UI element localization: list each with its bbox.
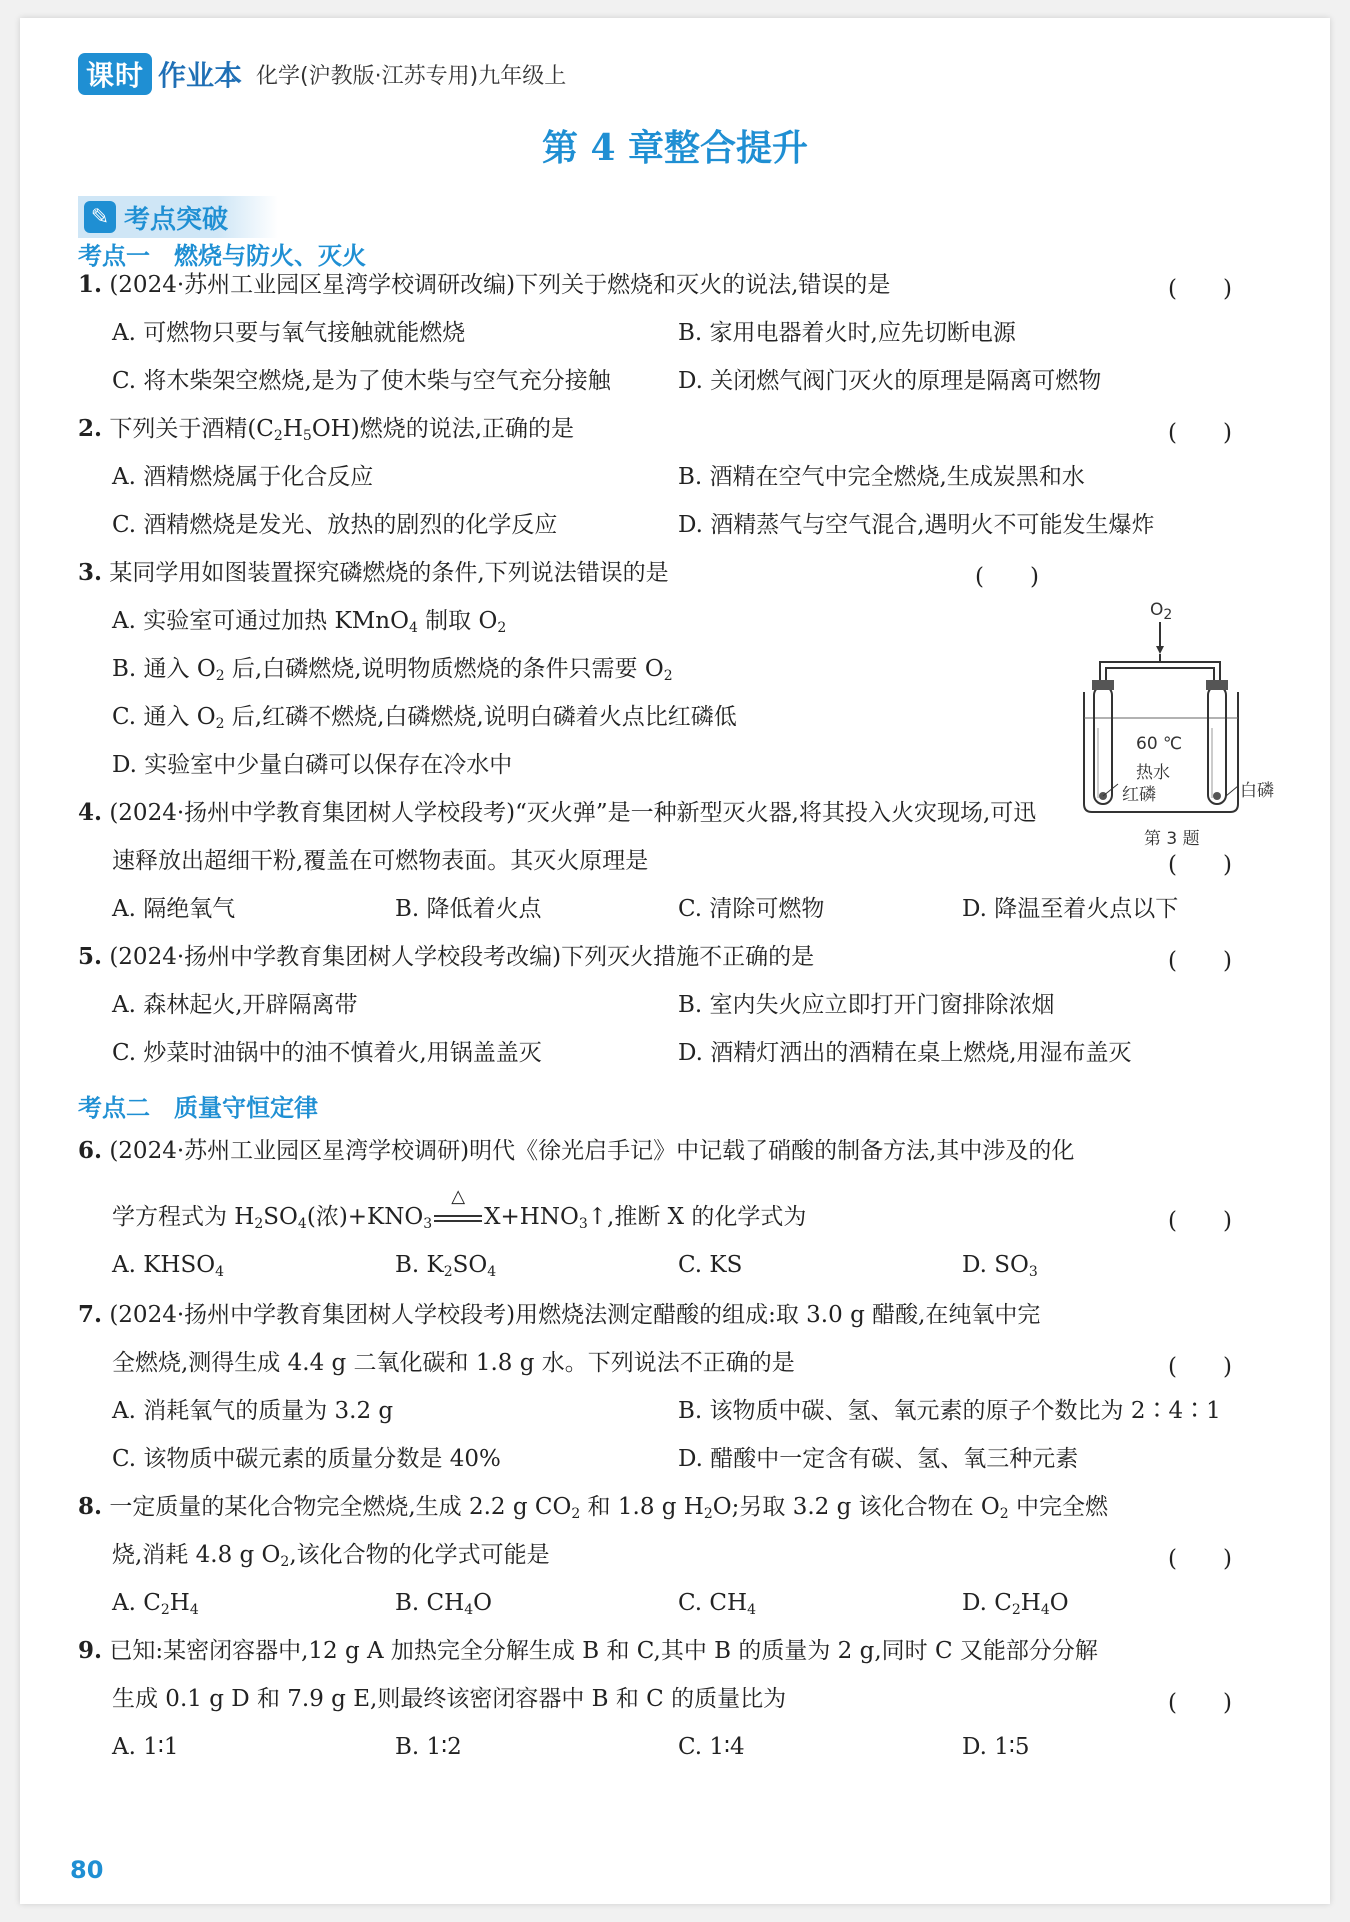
- q8-number: 8.: [78, 1493, 103, 1520]
- q6-d-sub: 3: [1028, 1264, 1038, 1280]
- q8-d-3: O: [1049, 1590, 1069, 1616]
- q8-s-b: 和 1.8 g H: [580, 1494, 704, 1520]
- q4-option-b: B. 降低着火点: [395, 896, 542, 922]
- q4-option-c: C. 清除可燃物: [678, 896, 825, 922]
- q6-a-sub: 4: [215, 1264, 225, 1280]
- q8-a-2: H: [169, 1590, 190, 1616]
- q2-sub1: 2: [273, 428, 283, 444]
- kp1-title: 燃烧与防火、灭火: [174, 242, 366, 270]
- q5-number: 5.: [78, 943, 103, 970]
- q6-stem1: (2024·苏州工业园区星湾学校调研)明代《徐光启手记》中记载了硝酸的制备方法,其中涉及的化: [109, 1138, 1075, 1164]
- q8-s2-b: ,该化合物的化学式可能是: [289, 1542, 550, 1568]
- q2-option-c: C. 酒精燃烧是发光、放热的剧烈的化学反应: [112, 512, 558, 538]
- q3-b-2: 后,白磷燃烧,说明物质燃烧的条件只需要 O: [224, 656, 664, 682]
- q6-heat-symbol: △: [451, 1186, 466, 1207]
- q3-a-sub: 4: [408, 620, 418, 636]
- q8-stem-line2: [112, 1540, 550, 1577]
- q2-stem-b: H: [282, 416, 303, 442]
- q3-a-sub2: 2: [497, 620, 507, 636]
- q6-eq-e: ↑,推断 X 的化学式为: [587, 1204, 807, 1230]
- q8-s-s1: 2: [571, 1506, 581, 1522]
- fig-white-phosphorus-label: 白磷: [1240, 781, 1274, 801]
- q3-b-sub2: 2: [663, 668, 673, 684]
- q6-eq-c: (浓)+KNO: [306, 1204, 424, 1230]
- kp2-label: 考点二: [78, 1094, 150, 1122]
- q3-stem: [78, 558, 669, 588]
- q4-option-d: D. 降温至着火点以下: [962, 896, 1179, 922]
- q6-b-s1: 2: [443, 1264, 453, 1280]
- q4-option-a: A. 隔绝氧气: [112, 896, 236, 922]
- q6-eq-s3: 3: [423, 1216, 433, 1232]
- q4-number: 4.: [78, 799, 103, 826]
- q6-a: A. KHSO: [112, 1252, 216, 1278]
- q8-stem-line1: [78, 1492, 1108, 1529]
- page-number: 80: [70, 1856, 104, 1884]
- fig-water-label: 热水: [1136, 763, 1170, 783]
- q1-stem-text: (2024·苏州工业园区星湾学校调研改编)下列关于燃烧和灭火的说法,错误的是: [109, 272, 891, 298]
- q9-stem-line1: [78, 1636, 1098, 1666]
- q1-number: 1.: [78, 271, 103, 298]
- q8-s-a: 一定质量的某化合物完全燃烧,生成 2.2 g CO: [109, 1494, 572, 1520]
- q6-b-2: SO: [452, 1252, 488, 1278]
- fig-red-phosphorus-label: 红磷: [1122, 785, 1156, 805]
- q1-option-a: A. 可燃物只要与氧气接触就能燃烧: [112, 320, 466, 346]
- q1-option-c: C. 将木柴架空燃烧,是为了使木柴与空气充分接触: [112, 368, 611, 394]
- q6-eq-s1: 2: [254, 1216, 264, 1232]
- q8-option-a: [112, 1588, 199, 1625]
- q5-stem: [78, 942, 814, 972]
- q6-b-1: B. K: [395, 1252, 444, 1278]
- q9-answer-blank[interactable]: ( ): [1168, 1690, 1232, 1716]
- q6-equation: [112, 1186, 807, 1239]
- q8-s2-a: 烧,消耗 4.8 g O: [112, 1542, 281, 1568]
- q6-eq-s4: 3: [578, 1216, 588, 1232]
- subject-label: 化学(沪教版·江苏专用)九年级上: [256, 63, 567, 89]
- fig-caption: 第 3 题: [1144, 829, 1200, 849]
- logo-text: 作业本: [158, 59, 243, 92]
- kp2-title: 质量守恒定律: [174, 1094, 318, 1122]
- q1-stem: [78, 270, 890, 300]
- q3-option-d: D. 实验室中少量白磷可以保存在冷水中: [112, 752, 513, 778]
- logo-box: 课时: [78, 53, 152, 95]
- q8-option-b: [395, 1588, 492, 1625]
- q2-option-b: B. 酒精在空气中完全燃烧,生成炭黑和水: [678, 464, 1085, 490]
- q1-answer-blank[interactable]: ( ): [1168, 276, 1232, 302]
- q2-number: 2.: [78, 415, 103, 442]
- q7-answer-blank[interactable]: ( ): [1168, 1354, 1232, 1380]
- q8-b-s: 4: [464, 1602, 474, 1618]
- q5-option-c: C. 炒菜时油锅中的油不慎着火,用锅盖盖灭: [112, 1040, 542, 1066]
- q6-answer-blank[interactable]: ( ): [1168, 1208, 1232, 1234]
- section-banner-label: 考点突破: [124, 204, 229, 235]
- q6-b-s2: 4: [487, 1264, 497, 1280]
- q1-option-b: B. 家用电器着火时,应先切断电源: [678, 320, 1016, 346]
- q6-option-d: [962, 1250, 1038, 1287]
- q3-b-sub: 2: [215, 668, 225, 684]
- q5-option-b: B. 室内失火应立即打开门窗排除浓烟: [678, 992, 1055, 1018]
- q7-option-c: C. 该物质中碳元素的质量分数是 40%: [112, 1446, 501, 1472]
- q7-stem-line2: 全燃烧,测得生成 4.4 g 二氧化碳和 1.8 g 水。下列说法不正确的是: [112, 1350, 795, 1376]
- q9-option-a: A. 1∶1: [112, 1734, 179, 1760]
- q3-c-sub: 2: [215, 716, 225, 732]
- q9-option-c: C. 1∶4: [678, 1734, 745, 1760]
- q9-option-b: B. 1∶2: [395, 1734, 462, 1760]
- q3-option-b: [112, 654, 673, 691]
- q7-option-b: B. 该物质中碳、氢、氧元素的原子个数比为 2∶4∶1: [678, 1398, 1221, 1424]
- fig-temp-label: 60 ℃: [1136, 734, 1183, 754]
- q6-number: 6.: [78, 1137, 103, 1164]
- q8-s2-s: 2: [280, 1554, 290, 1570]
- header: [78, 52, 566, 96]
- q4-answer-blank[interactable]: ( ): [1168, 852, 1232, 878]
- q8-d-s2: 4: [1040, 1602, 1050, 1618]
- q2-stem: [78, 414, 574, 451]
- q8-option-c: [678, 1588, 756, 1625]
- q6-stem-line1: [78, 1136, 1074, 1166]
- q9-stem-line2: 生成 0.1 g D 和 7.9 g E,则最终该密闭容器中 B 和 C 的质量比为: [112, 1686, 787, 1712]
- q6-eq-b: SO: [263, 1204, 298, 1230]
- q9-stem1: 已知:某密闭容器中,12 g A 加热完全分解生成 B 和 C,其中 B 的质量为 2 g,同时 C 又能部分分解: [109, 1638, 1098, 1664]
- q4-stem-line1: [78, 798, 1036, 828]
- q7-option-a: A. 消耗氧气的质量为 3.2 g: [112, 1398, 394, 1424]
- q4-stem-line2: 速释放出超细干粉,覆盖在可燃物表面。其灭火原理是: [112, 848, 649, 874]
- kp1-label: 考点一: [78, 242, 150, 270]
- q8-b-2: O: [473, 1590, 492, 1616]
- q8-b-1: B. CH: [395, 1590, 465, 1616]
- q3-option-a: [112, 606, 506, 643]
- q2-sub2: 5: [302, 428, 312, 444]
- fig-o2-sub: 2: [1163, 607, 1173, 623]
- q3-number: 3.: [78, 559, 103, 586]
- q2-answer-blank[interactable]: ( ): [1168, 420, 1232, 446]
- pencil-icon: ✎: [84, 201, 116, 233]
- q2-stem-c: OH)燃烧的说法,正确的是: [311, 416, 575, 442]
- kp2-heading: [78, 1088, 318, 1123]
- q3-option-c: [112, 702, 737, 739]
- q5-answer-blank[interactable]: ( ): [1168, 948, 1232, 974]
- q6-option-a: [112, 1250, 224, 1287]
- q7-stem-line1: [78, 1300, 1040, 1330]
- q8-a-1: A. C: [112, 1590, 161, 1616]
- q8-c-s: 4: [747, 1602, 756, 1618]
- q8-s-c: O;另取 3.2 g 该化合物在 O: [712, 1494, 1000, 1520]
- q3-answer-blank[interactable]: ( ): [975, 564, 1039, 590]
- q1-option-d: D. 关闭燃气阀门灭火的原理是隔离可燃物: [678, 368, 1102, 394]
- q7-number: 7.: [78, 1301, 103, 1328]
- q5-option-a: A. 森林起火,开辟隔离带: [112, 992, 358, 1018]
- q8-s-d: 中完全燃: [1008, 1494, 1109, 1520]
- q9-number: 9.: [78, 1637, 103, 1664]
- q8-s-s2: 2: [703, 1506, 713, 1522]
- q7-stem1: (2024·扬州中学教育集团树人学校段考)用燃烧法测定醋酸的组成:取 3.0 g 醋酸,在纯氧中完: [109, 1302, 1041, 1328]
- q8-c-1: C. CH: [678, 1590, 748, 1616]
- q8-d-2: H: [1020, 1590, 1041, 1616]
- q3-a-2: 制取 O: [417, 608, 498, 634]
- q6-option-b: [395, 1250, 496, 1287]
- fig-o2: O: [1150, 600, 1164, 620]
- q8-d-s1: 2: [1011, 1602, 1021, 1618]
- q3-c-2: 后,红磷不燃烧,白磷燃烧,说明白磷着火点比红磷低: [224, 704, 737, 730]
- q2-stem-a: 下列关于酒精(C: [109, 416, 274, 442]
- chapter-title: 第 4 章整合提升: [541, 127, 809, 169]
- q6-option-c: C. KS: [678, 1252, 743, 1278]
- fig-o2-label: [1150, 600, 1172, 623]
- q5-stem-text: (2024·扬州中学教育集团树人学校段考改编)下列灭火措施不正确的是: [109, 944, 815, 970]
- q8-answer-blank[interactable]: ( ): [1168, 1546, 1232, 1572]
- q2-option-a: A. 酒精燃烧属于化合反应: [112, 464, 374, 490]
- q4-stem1: (2024·扬州中学教育集团树人学校段考)“灭火弹”是一种新型灭火器,将其投入火灾现场,可迅: [109, 800, 1037, 826]
- q6-eq-s2: 4: [297, 1216, 307, 1232]
- q3-a-1: A. 实验室可通过加热 KMnO: [112, 608, 409, 634]
- q3-c-1: C. 通入 O: [112, 704, 216, 730]
- q6-reaction-arrow: [432, 1186, 484, 1232]
- q7-option-d: D. 醋酸中一定含有碳、氢、氧三种元素: [678, 1446, 1079, 1472]
- q3-b-1: B. 通入 O: [112, 656, 216, 682]
- q8-a-s1: 2: [160, 1602, 170, 1618]
- q6-eq-a: 学方程式为 H: [112, 1204, 255, 1230]
- apparatus-diagram: [1060, 608, 1300, 848]
- q6-d: D. SO: [962, 1252, 1029, 1278]
- section-banner: [78, 196, 278, 238]
- q8-option-d: [962, 1588, 1069, 1625]
- q2-option-d: D. 酒精蒸气与空气混合,遇明火不可能发生爆炸: [678, 512, 1155, 538]
- q5-option-d: D. 酒精灯洒出的酒精在桌上燃烧,用湿布盖灭: [678, 1040, 1132, 1066]
- q8-a-s2: 4: [189, 1602, 199, 1618]
- q6-eq-d: X+HNO: [484, 1204, 579, 1230]
- q3-figure: [1060, 600, 1300, 849]
- q9-option-d: D. 1∶5: [962, 1734, 1030, 1760]
- kp1-heading: [78, 236, 366, 271]
- q3-stem-text: 某同学用如图装置探究磷燃烧的条件,下列说法错误的是: [109, 560, 669, 586]
- q8-d-1: D. C: [962, 1590, 1012, 1616]
- page: [20, 18, 1330, 1904]
- q8-s-s3: 2: [999, 1506, 1009, 1522]
